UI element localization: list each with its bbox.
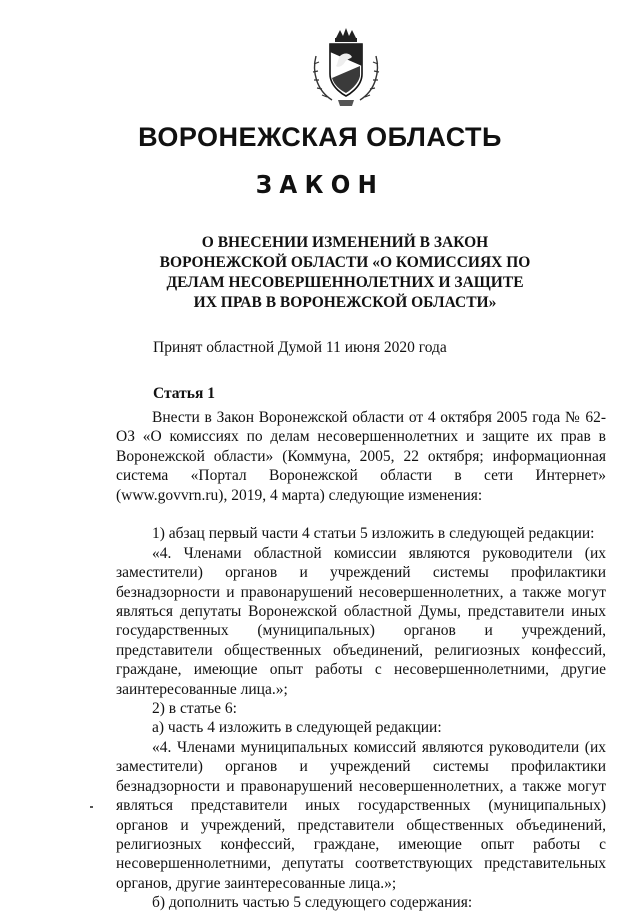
- law-title: [150, 233, 540, 313]
- region-title: ВОРОНЕЖСКАЯ ОБЛАСТЬ: [138, 122, 502, 152]
- article-paragraph: «4. Членами областной комиссии являются руководители (их заместители) органов и учреждений системы профилактики безнадзорности и правонарушений несовершеннолетних, а также могут являться депутаты Воронежской областной Думы, представители иных государственных (муниципальных) органов и учреждений, представители общественных объединений, религиозных конфессий, граждане, имеющие опыт работы с несовершеннолетними, другие заинтересованные лица.»;: [116, 544, 606, 698]
- article-paragraph: а) часть 4 изложить в следующей редакции:: [152, 719, 442, 737]
- law-title-line: ДЕЛАМ НЕСОВЕРШЕННОЛЕТНИХ И ЗАЩИТЕ: [166, 274, 524, 291]
- law-title-line: ВОРОНЕЖСКОЙ ОБЛАСТИ «О КОМИССИЯХ ПО: [159, 254, 531, 271]
- article-paragraph: «4. Членами муниципальных комиссий являются руководители (их заместители) органов и учреждений системы профилактики безнадзорности и правонарушений несовершеннолетних, а также могут являться представители иных государственных (муниципальных) органов и учреждений, представители общественных объединений, религиозных конфессий, граждане, имеющие опыт работы с несовершеннолетними, депутаты соответствующих представительных органов, другие заинтересованные лица.»;: [116, 738, 606, 892]
- coat-of-arms-icon: [310, 26, 382, 108]
- article-heading: Статья 1: [153, 385, 215, 402]
- article-paragraph: б) дополнить частью 5 следующего содержания:: [152, 894, 473, 912]
- article-body: [116, 408, 606, 913]
- document-type: ЗАКОН: [255, 170, 385, 199]
- law-title-line: ИХ ПРАВ В ВОРОНЕЖСКОЙ ОБЛАСТИ»: [193, 294, 497, 311]
- article-paragraph: 2) в статье 6:: [152, 700, 237, 718]
- law-title-line: О ВНЕСЕНИИ ИЗМЕНЕНИЙ В ЗАКОН: [201, 234, 489, 251]
- article-paragraph: Внести в Закон Воронежской области от 4 октября 2005 года № 62-ОЗ «О комиссиях по делам несовершеннолетних и защите их прав в Воронежской области» (Коммуна, 2005, 22 октября; информационная система «Портал Воронежской области в сети Интернет» (www.govvrn.ru), 2019, 4 марта) следующие изменения:: [116, 409, 606, 504]
- scan-speck: [90, 806, 93, 808]
- adoption-date: Принят областной Думой 11 июня 2020 года: [153, 339, 447, 356]
- article-paragraph: 1) абзац первый части 4 статьи 5 изложить в следующей редакции:: [152, 525, 595, 543]
